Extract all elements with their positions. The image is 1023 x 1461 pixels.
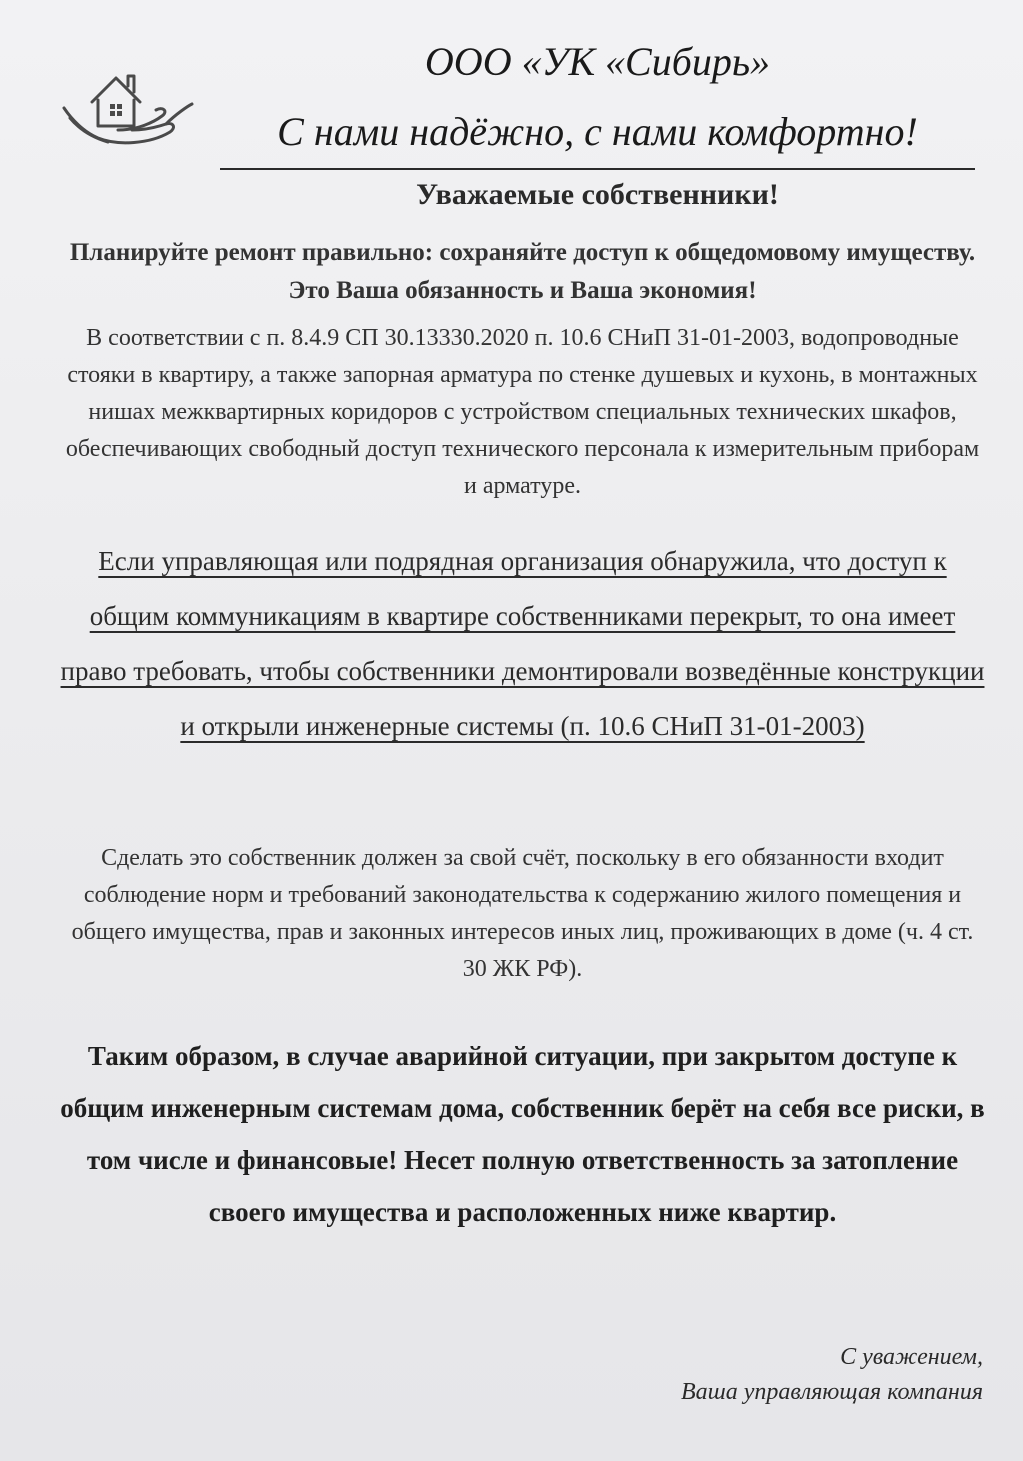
notice-subtitle: Планируйте ремонт правильно: сохраняйте доступ к общедомовому имуществу. Это Ваша обязанность и Ваша экономия! xyxy=(69,239,976,304)
access-requirement-paragraph xyxy=(60,534,985,754)
company-slogan: С нами надёжно, с нами комфортно! xyxy=(277,109,918,154)
company-name: ООО «УК «Сибирь» xyxy=(424,39,771,84)
greeting-heading: Уважаемые собственники! xyxy=(416,178,779,211)
header-divider xyxy=(220,168,975,170)
norms-paragraph: В соответствии с п. 8.4.9 СП 30.13330.2020 п. 10.6 СНиП 31-01-2003, водопроводные стояки в квартиру, а также запорная арматура по стенке душевых и кухонь, в монтажных нишах межквартирных коридоров с устройством специальных технических шкафов, обеспечивающих свободный доступ технического персонала к измерительным приборам и арматуре. xyxy=(65,325,980,499)
owner-obligation-paragraph: Сделать это собственник должен за свой счёт, поскольку в его обязанности входит соблюдение норм и требований законодательства к содержанию жилого помещения и общего имущества, прав и законных интересов иных лиц, проживающих в доме (ч. 4 ст. 30 ЖК РФ). xyxy=(71,845,974,982)
house-in-hand-icon xyxy=(58,60,198,150)
signature-line-2: Ваша управляющая компания xyxy=(680,1379,983,1405)
liability-warning-paragraph: Таким образом, в случае аварийной ситуации, при закрытом доступе к общим инженерным системам дома, собственник берёт на себя все риски, в том числе и финансовые! Несет полную ответственность за затопление своего имущества и расположенных ниже квартир. xyxy=(60,1041,985,1227)
access-requirement-text: Если управляющая или подрядная организация обнаружила, что доступ к общим коммуникациям в квартире собственниками перекрыт, то она имеет право требовать, чтобы собственники демонтировали возведённые конструкции и открыли инженерные системы (п. 10.6 СНиП 31-01-2003) xyxy=(60,546,985,741)
signature-line-1: С уважением, xyxy=(840,1344,983,1370)
company-header xyxy=(220,36,975,158)
signature-block xyxy=(681,1340,983,1410)
